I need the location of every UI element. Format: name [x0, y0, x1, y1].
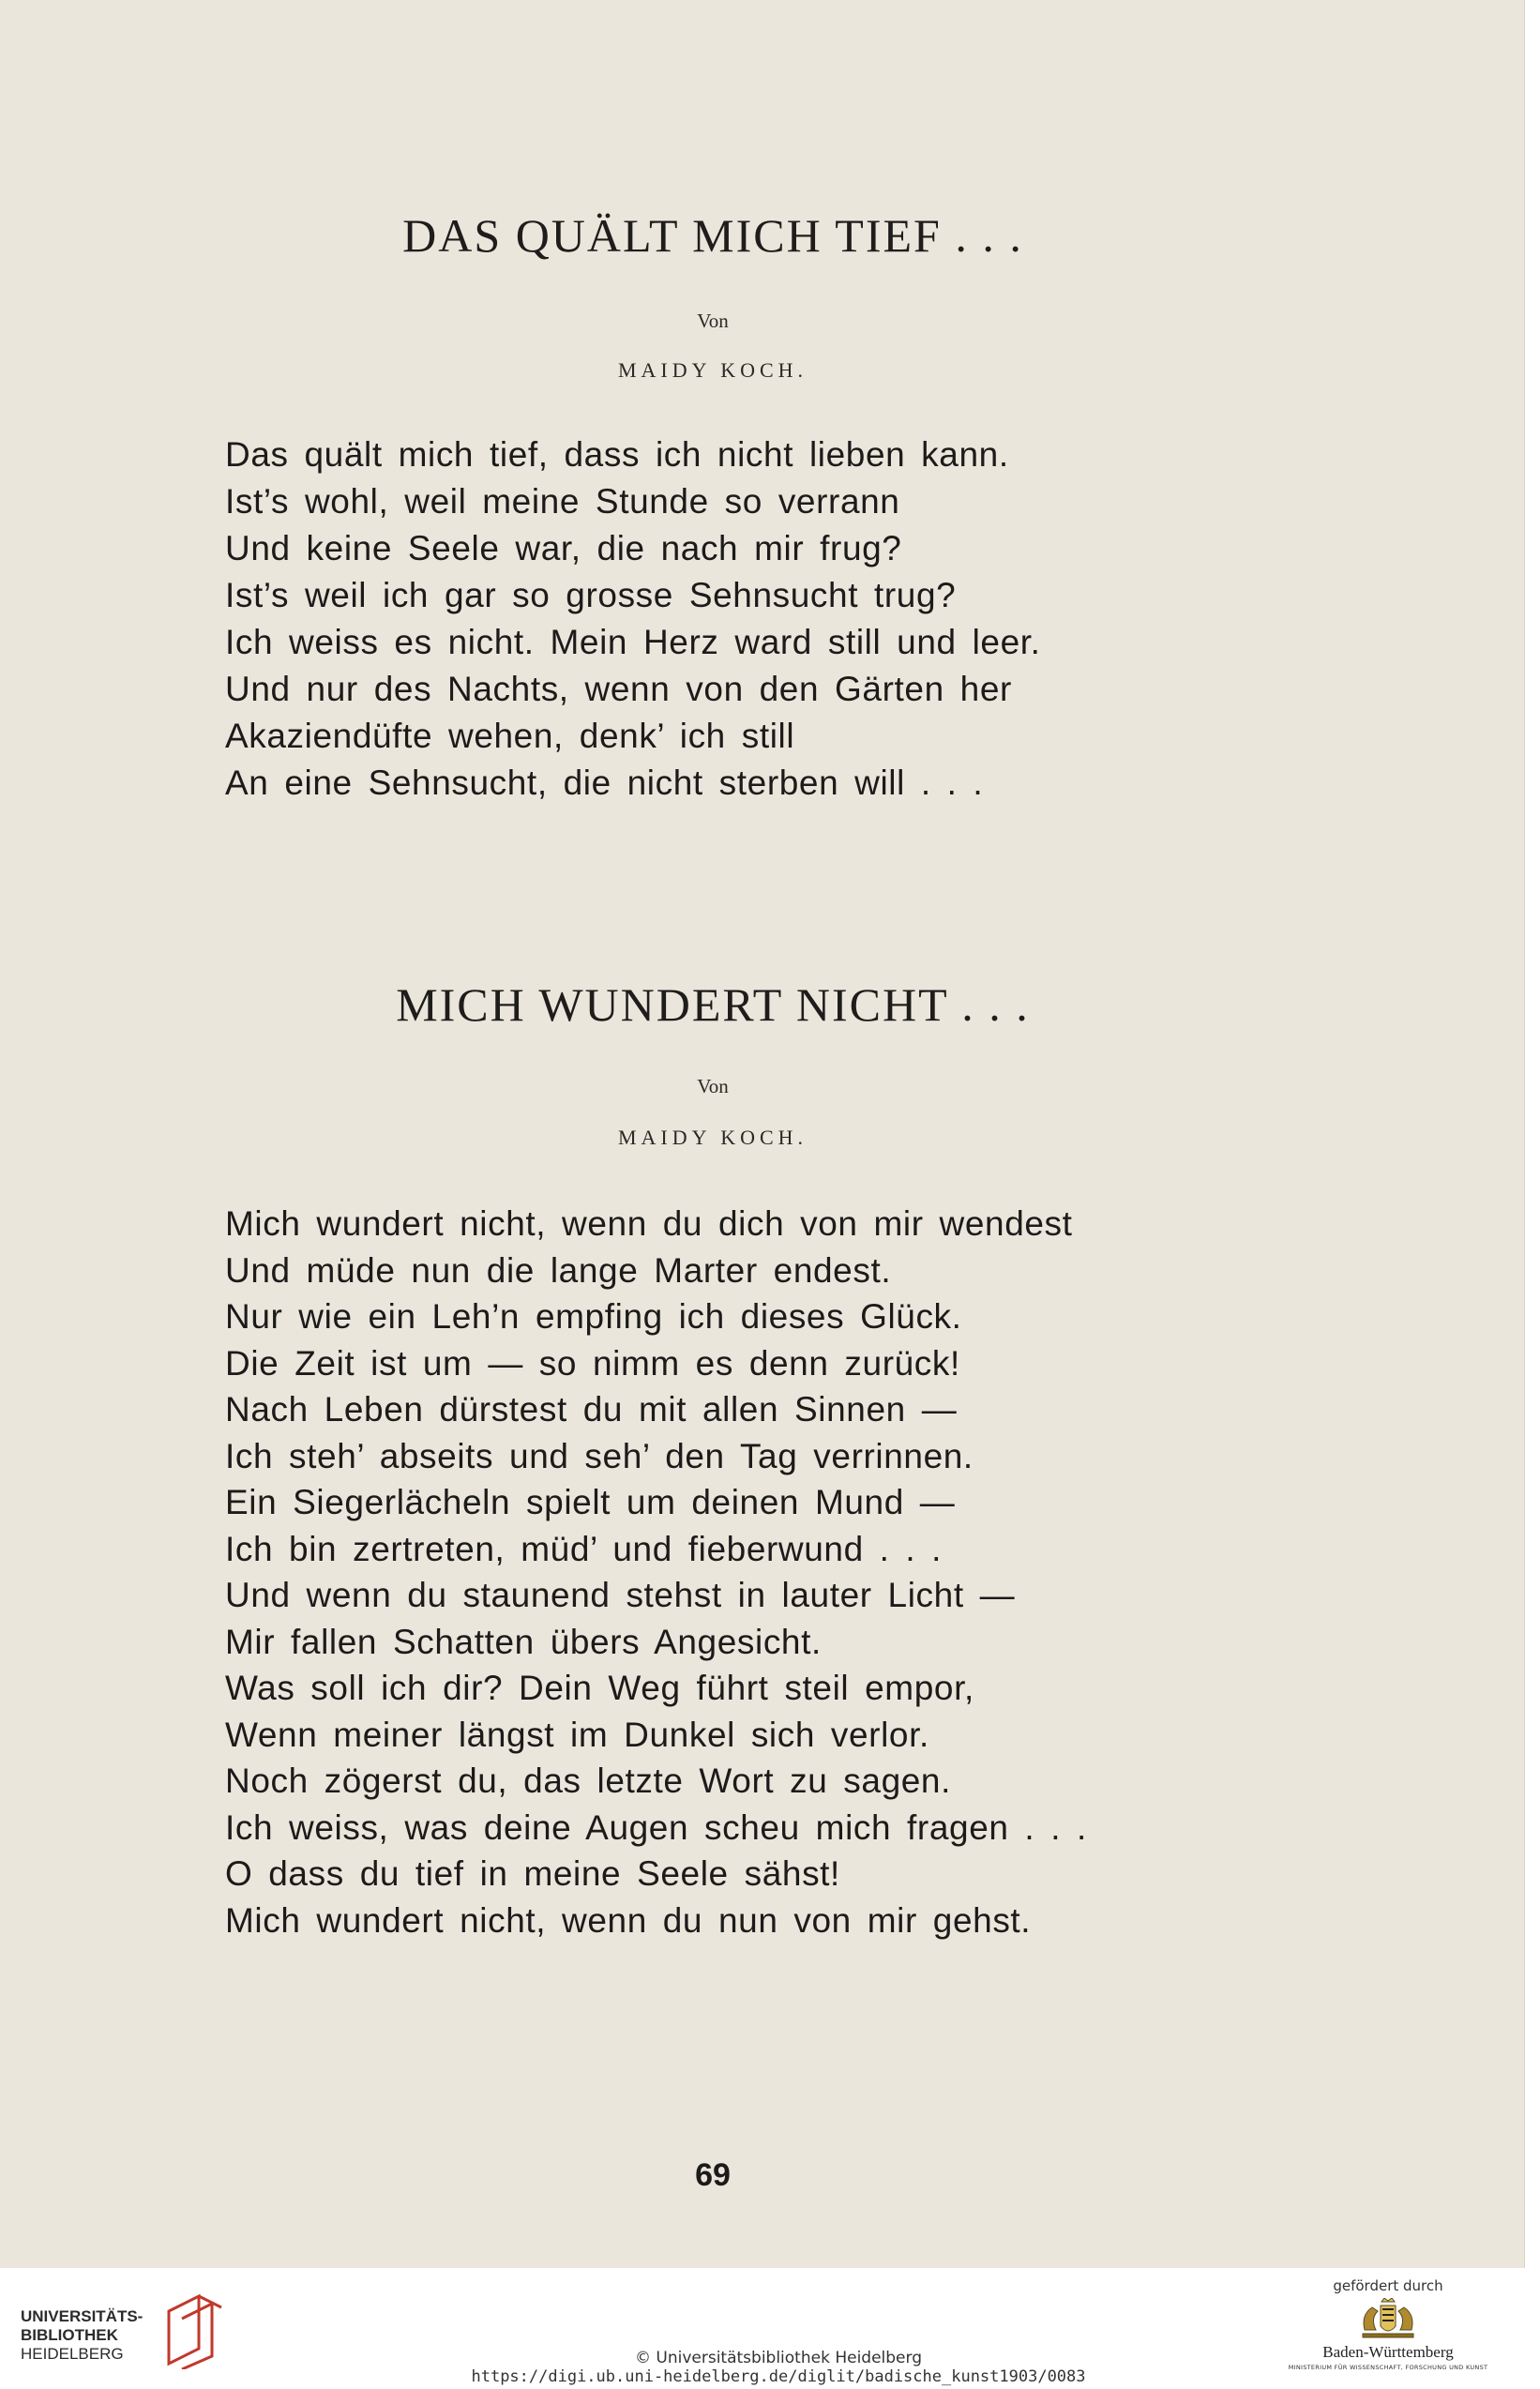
coat-of-arms-icon [1355, 2298, 1421, 2341]
library-name-line-2: BIBLIOTHEK [21, 2326, 118, 2344]
verse-line: Nur wie ein Leh’n empfing ich dieses Glück. [225, 1297, 962, 1336]
verse-line: Ein Siegerlächeln spielt um deinen Mund — [225, 1483, 956, 1521]
poem-1-byline-von: Von [697, 310, 729, 332]
poem-1-verses [225, 431, 1041, 807]
verse-line: Ich bin zertreten, müd’ und fieberwund . . . [225, 1529, 943, 1568]
verse-line: An eine Sehnsucht, die nicht sterben will . . . [225, 764, 984, 802]
library-name-line-1: UNIVERSITÄTS- [21, 2307, 143, 2325]
library-name-line-3: HEIDELBERG [21, 2345, 124, 2363]
university-library-logo-link[interactable] [21, 2289, 218, 2373]
verse-line: Nach Leben dürstest du mit allen Sinnen — [225, 1390, 958, 1429]
page-number: 69 [695, 2157, 731, 2193]
permalink-url[interactable]: https://digi.ub.uni-heidelberg.de/diglit/badische_kunst1903/0083 [471, 2367, 1086, 2386]
verse-line: Wenn meiner längst im Dunkel sich verlor. [225, 1715, 929, 1754]
poem-1-title: DAS QUÄLT MICH TIEF . . . [402, 209, 1023, 262]
library-mark-icon [161, 2292, 227, 2369]
verse-line: Ich weiss, was deine Augen scheu mich fragen . . . [225, 1807, 1087, 1847]
verse-line: Was soll ich dir? Dein Weg führt steil empor, [225, 1669, 974, 1707]
verse-line: Und keine Seele war, die nach mir frug? [225, 529, 902, 567]
verse-line: Und nur des Nachts, wenn von den Gärten her [225, 670, 1012, 708]
poem-2-title: MICH WUNDERT NICHT . . . [396, 978, 1030, 1031]
sponsor-label: gefördert durch [1333, 2277, 1443, 2294]
verse-line: Ist’s weil ich gar so grosse Sehnsucht trug? [225, 576, 957, 614]
verse-line: Und wenn du staunend stehst in lauter Licht — [225, 1576, 1016, 1614]
copyright-notice: © Universitätsbibliothek Heidelberg [634, 2349, 922, 2367]
verse-line: Ist’s wohl, weil meine Stunde so verrann [225, 482, 900, 521]
verse-line: Die Zeit ist um — so nimm es denn zurück! [225, 1343, 960, 1383]
poem-2-author: MAIDY KOCH. [617, 1126, 808, 1149]
verse-line: Ich steh’ abseits und seh’ den Tag verrinnen. [225, 1436, 974, 1475]
poem-2-verses [225, 1201, 1087, 1943]
verse-line: Akaziendüfte wehen, denk’ ich still [225, 717, 795, 755]
verse-line: Mich wundert nicht, wenn du dich von mir wendest [225, 1204, 1073, 1243]
verse-line: O dass du tief in meine Seele sähst! [225, 1854, 840, 1893]
sponsor-name: Baden-Württemberg [1322, 2343, 1454, 2361]
verse-line: Und müde nun die lange Marter endest. [225, 1250, 892, 1290]
verse-line: Mich wundert nicht, wenn du nun von mir gehst. [225, 1900, 1032, 1940]
viewer-footer [0, 2268, 1540, 2389]
verse-line: Mir fallen Schatten übers Angesicht. [225, 1622, 822, 1661]
sponsor-ministry: MINISTERIUM FÜR WISSENSCHAFT, FORSCHUNG UND KUNST [1288, 2364, 1488, 2371]
verse-line: Das quält mich tief, dass ich nicht lieben kann. [225, 435, 1009, 474]
sponsor-logo-link[interactable] [1257, 2277, 1519, 2371]
poem-1-author: MAIDY KOCH. [617, 358, 808, 382]
verse-line: Ich weiss es nicht. Mein Herz ward still und leer. [225, 623, 1041, 661]
verse-line: Noch zögerst du, das letzte Wort zu sagen. [225, 1762, 951, 1800]
poem-2-byline-von: Von [697, 1075, 729, 1097]
